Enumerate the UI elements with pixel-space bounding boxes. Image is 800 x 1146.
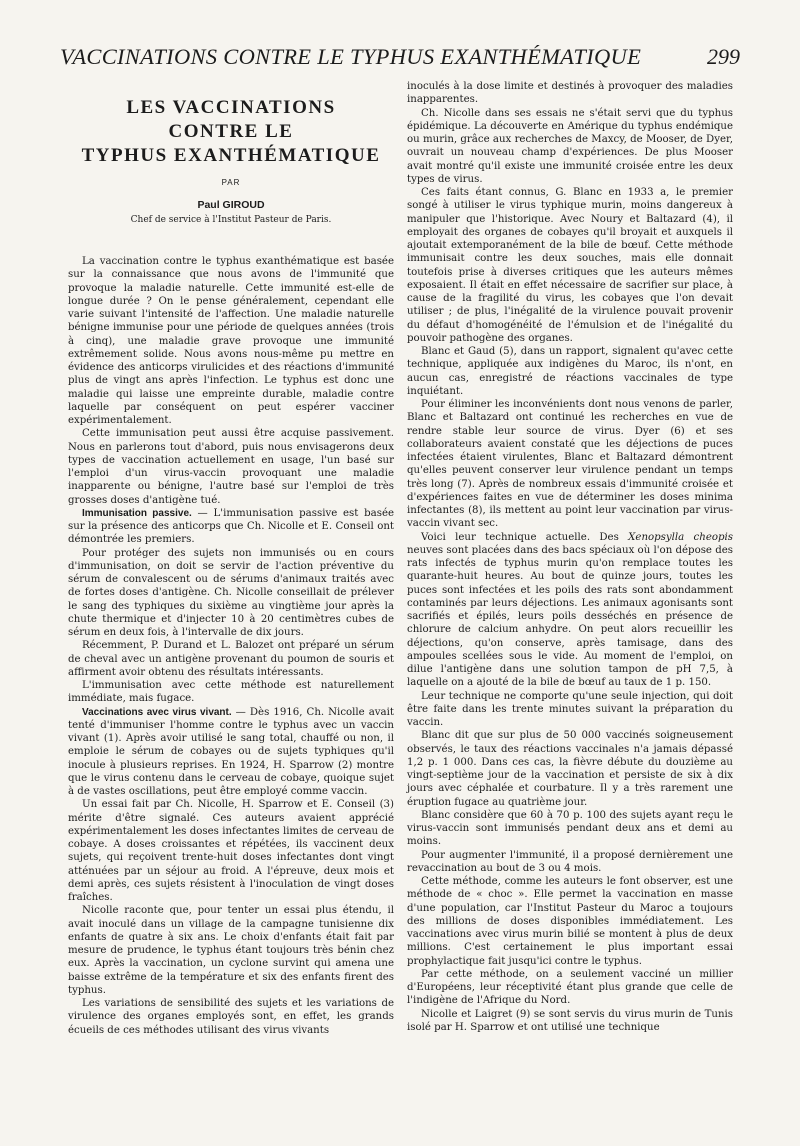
paragraph-text: L'immunisation avec cette méthode est naturellement immédiate, mais fugace.	[68, 680, 394, 705]
paragraph	[407, 345, 733, 398]
title-line: TYPHUS EXANTHÉMATIQUE	[81, 145, 381, 166]
page-number: 299	[707, 44, 740, 69]
paragraph	[407, 1008, 733, 1035]
left-column	[68, 80, 394, 1037]
paragraph	[407, 531, 733, 690]
paragraph	[407, 968, 733, 1008]
paragraph	[68, 798, 394, 904]
author-name: Paul GIROUD	[197, 199, 265, 211]
article-title	[68, 96, 394, 168]
running-head: VACCINATIONS CONTRE LE TYPHUS EXANTHÉMATIQUE	[60, 44, 642, 69]
paragraph-text: Pour protéger des sujets non immunisés ou en cours d'immunisation, on doit se servir de l'action préventive du sérum de convalescent ou de sérums d'animaux traités avec de fortes doses d'antigène. Ch. Nicolle conseillait de prélever le sang des typhiques du sixième au vingtième jour après la chute thermique et d'injecter 10 à 20 centimètres cubes de sérum en deux fois, à l'intervalle de dix jours.	[68, 547, 394, 638]
paragraph-text: neuves sont placées dans des bacs spéciaux où l'on dépose des rats infectés de typhus murin qu'on remplace toutes les quarante-huit heures. Au bout de quinze jours, toutes les puces sont infectées et les poils des rats sont abondamment contaminés par leurs déjections. Les animaux agonisants sont sacrifiés et épilés, leurs poils desséchés en présence de chlorure de calcium anhydre. On peut alors recueillir les déjections, qu'on conserve, après tamisage, dans des ampoules scellées sous le vide. Au moment de l'emploi, on dilue l'antigène dans une solution tampon de pH 7,5, à laquelle on a ajouté de la bile de bœuf au taux de 1 p. 150.	[407, 544, 733, 689]
paragraph-text: Blanc dit que sur plus de 50 000 vaccinés soigneusement observés, le taux des réactions vaccinales n'a jamais dépassé 1,2 p. 1 000. Dans ces cas, la fièvre débute du douzième au vingt-septième jour de la vaccination et persiste de six à dix jours avec céphalée et courbature. Il y a très rarement une éruption fugace au quatrième jour.	[407, 730, 733, 808]
title-line: LES VACCINATIONS	[126, 97, 336, 118]
paragraph	[68, 427, 394, 507]
section-lead: Immunisation passive.	[82, 507, 192, 519]
left-body	[68, 255, 394, 1037]
paragraph	[407, 186, 733, 345]
paragraph-text: Nicolle et Laigret (9) se sont servis du virus murin de Tunis isolé par H. Sparrow et ont utilisé une technique	[407, 1008, 733, 1033]
title-block	[68, 80, 394, 225]
paragraph-text: Ces faits étant connus, G. Blanc en 1933 a, le premier songé à utiliser le virus typhique murin, moins dangereux à manipuler que l'historique. Avec Noury et Baltazard (4), il employait des organes de cobayes qu'il broyait et auxquels il ajoutait extemporanément de la bile de bœuf. Cette méthode immunisait contre les deux souches, mais elle donnait toutefois prise à diverses critiques que les auteurs mêmes exposaient. Il était en effet nécessaire de sacrifier sur place, à cause de la fragilité du virus, les cobayes que l'on devait utiliser ; de plus, l'inégalité de la virulence pouvait provenir du défaut d'homogénéité de l'émulsion et de l'inégalité du pouvoir pathogène des organes.	[407, 187, 733, 344]
paragraph-text: Voici leur technique actuelle. Des	[421, 531, 629, 543]
paragraph	[68, 679, 394, 706]
running-header	[60, 40, 740, 76]
paragraph	[407, 690, 733, 730]
paragraph	[407, 107, 733, 187]
paragraph	[407, 729, 733, 809]
byline-par: PAR	[221, 178, 241, 187]
paragraph-text: Pour éliminer les inconvénients dont nous venons de parler, Blanc et Baltazard ont continué les recherches en vue de rendre stable leur source de virus. Dyer (6) et ses collaborateurs avaient constaté que les déjections de puces infectées étaient virulentes, Blanc et Baltazard démontrent qu'elles peuvent conserver leur virulence pendant un temps très long (7). Après de nombreux essais d'immunité croisée et d'expériences faites en vue de déterminer les doses minima infectantes (8), ils mettent au point leur vaccination par virus-vaccin vivant sec.	[407, 399, 733, 530]
paragraph	[407, 875, 733, 968]
right-body	[407, 80, 733, 1034]
paragraph	[407, 398, 733, 531]
paragraph-text: Leur technique ne comporte qu'une seule injection, qui doit être faite dans les trente minutes suivant la préparation du vaccin.	[407, 690, 733, 728]
section-lead: Vaccinations avec virus vivant.	[82, 706, 232, 718]
paragraph-text: Blanc considère que 60 à 70 p. 100 des sujets ayant reçu le virus-vaccin sont immunisés pendant deux ans et demi au moins.	[407, 809, 733, 848]
paragraph	[407, 849, 733, 876]
paragraph-text: Récemment, P. Durand et L. Balozet ont préparé un sérum de cheval avec un antigène provenant du poumon de souris et affirment avoir obtenu des résultats intéressants.	[68, 640, 394, 678]
author-affiliation: Chef de service à l'Institut Pasteur de Paris.	[130, 215, 332, 225]
paragraph-text: Ch. Nicolle dans ses essais ne s'était servi que du typhus épidémique. La découverte en Amérique du typhus endémique ou murin, grâce aux recherches de Maxcy, de Mooser, de Dyer, ouvrait un nouveau champ d'expériences. De plus Mooser avait montré qu'il existe une immunité croisée entre les deux types de virus.	[407, 107, 733, 185]
paragraph-text: Cette méthode, comme les auteurs le font observer, est une méthode de « choc ». Elle permet la vaccination en masse d'une population, car l'Institut Pasteur du Maroc a toujours des millions de doses disponibles immédiatement. Les vaccinations avec virus murin bilié se montent à plus de deux millions. C'est certainement le plus important essai prophylactique fait jusqu'ici contre le typhus.	[407, 876, 733, 967]
paragraph	[407, 80, 733, 107]
paragraph	[68, 255, 394, 427]
paragraph-text: inoculés à la dose limite et destinés à provoquer des maladies inapparentes.	[407, 81, 733, 106]
paragraph	[407, 809, 733, 849]
paragraph	[68, 706, 394, 799]
paragraph-text: Les variations de sensibilité des sujets et les variations de virulence des organes employés sont, en effet, les grands écueils de ces méthodes utilisant des virus vivants	[68, 998, 394, 1036]
species-name: Xenopsylla cheopis	[628, 531, 733, 543]
paragraph	[68, 997, 394, 1037]
paragraph	[68, 547, 394, 640]
paragraph	[68, 639, 394, 679]
paragraph-text: Nicolle raconte que, pour tenter un essai plus étendu, il avait inoculé dans un village de la campagne tunisienne dix enfants de quatre à six ans. Le choix d'enfants était fait par mesure de prudence, le typhus étant toujours très bénin chez eux. Après la vaccination, un cyclone survint qui amena une baisse extrême de la température et six des enfants firent des typhus.	[68, 905, 394, 996]
paragraph-text: — L'immunisation passive est basée sur la présence des anticorps que Ch. Nicolle et E. Conseil ont démontrée les premiers.	[68, 507, 395, 546]
paragraph-text: Cette immunisation peut aussi être acquise passivement. Nous en parlerons tout d'abord, puis nous envisagerons deux types de vaccination actuellement en usage, l'un basé sur l'emploi d'un virus-vaccin provoquant une maladie inapparente ou bénigne, l'autre basé sur l'emploi de très grosses doses d'antigène tué.	[68, 428, 394, 506]
right-column	[407, 80, 733, 1034]
title-line: CONTRE LE	[168, 121, 294, 142]
paragraph	[68, 507, 394, 547]
paragraph	[68, 904, 394, 997]
paragraph-text: Pour augmenter l'immunité, il a proposé dernièrement une revaccination au bout de 3 ou 4 mois.	[407, 849, 733, 874]
paragraph-text: La vaccination contre le typhus exanthématique est basée sur la connaissance que nous avons de l'immunité que provoque la maladie naturelle. Cette immunité est-elle de longue durée ? On le pense généralement, cependant elle varie suivant l'intensité de l'affection. Une maladie naturelle bénigne immunise pour une période de quelques années (trois à cinq), une maladie grave provoque une immunité extrêmement solide. Nous avons nous-même pu mettre en évidence des anticorps virulicides et des réactions d'immunité plus de vingt ans après l'infection. Le typhus est donc une maladie qui laisse une empreinte durable, maladie contre laquelle par conséquent on peut espérer vacciner expérimentalement.	[68, 256, 394, 426]
paragraph-text: Par cette méthode, on a seulement vacciné un millier d'Européens, leur réceptivité étant plus grande que celle de l'indigène de l'Afrique du Nord.	[407, 968, 733, 1007]
paragraph-text: — Dès 1916, Ch. Nicolle avait tenté d'immuniser l'homme contre le typhus avec un vaccin vivant (1). Après avoir utilisé le sang total, chauffé ou non, il emploie le sérum de cobayes ou de sujets typhiques qu'il inocule à plusieurs reprises. En 1924, H. Sparrow (2) montre que le virus contenu dans le cerveau de cobaye, quoique sujet à de vastes oscillations, peut être employé comme vaccin.	[68, 706, 394, 797]
paragraph-text: Blanc et Gaud (5), dans un rapport, signalent qu'avec cette technique, appliquée aux indigènes du Maroc, ils n'ont, en aucun cas, enregistré de réactions vaccinales de type inquiétant.	[407, 346, 733, 397]
paragraph-text: Un essai fait par Ch. Nicolle, H. Sparrow et E. Conseil (3) mérite d'être signalé. Ces auteurs avaient apprécié expérimentalement les doses infectantes limites de cerveau de cobaye. A doses croissantes et répétées, ils vaccinent deux sujets, qui reçoivent trente-huit doses infectantes dont vingt atténuées par un séjour au froid. A l'épreuve, deux mois et demi après, ces sujets résistent à l'inoculation de vingt doses fraîches.	[68, 799, 394, 903]
